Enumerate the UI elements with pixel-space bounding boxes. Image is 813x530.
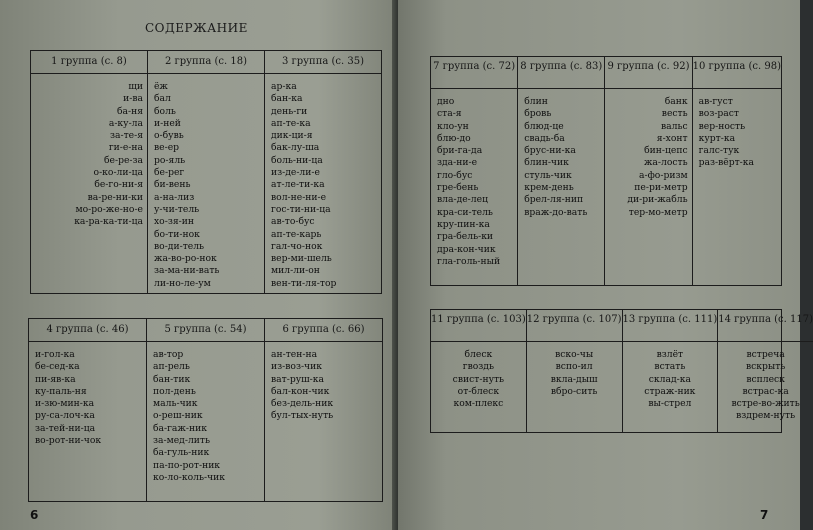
- word-item: воз-раст: [698, 108, 740, 120]
- word-item: ро-яль: [154, 154, 186, 166]
- group-column: [29, 319, 147, 501]
- word-item: пе-ри-метр: [634, 182, 688, 194]
- word-item: ва-ре-ни-ки: [87, 191, 143, 203]
- group-column: [623, 310, 719, 432]
- table-groups-4-6: [28, 318, 383, 502]
- word-item: брус-ни-ка: [524, 145, 576, 157]
- word-item: за-ма-ни-вать: [154, 265, 220, 277]
- word-item: дик-ци-я: [271, 130, 313, 142]
- left-page: [0, 0, 398, 530]
- word-item: гре-бень: [437, 182, 479, 194]
- word-item: без-дель-ник: [271, 398, 334, 410]
- word-item: вальс: [660, 120, 688, 132]
- word-item: пол-день: [153, 385, 196, 397]
- word-item: кра-си-тель: [437, 206, 493, 218]
- word-item: ба-гуль-ник: [153, 447, 210, 459]
- word-item: вер-ность: [698, 120, 746, 132]
- word-list: [518, 89, 604, 219]
- word-item: блин-чик: [524, 157, 569, 169]
- table-groups-7-10: [430, 56, 782, 286]
- word-item: вскрыть: [745, 361, 786, 373]
- word-item: во-рот-ни-чок: [35, 435, 102, 447]
- word-list: [265, 342, 382, 423]
- table-groups-11-14: [430, 309, 813, 433]
- word-list: [693, 89, 781, 170]
- word-item: и-ва: [123, 93, 143, 105]
- word-item: жа-во-ро-нок: [154, 253, 217, 265]
- word-item: враж-до-вать: [524, 206, 588, 218]
- word-item: о-бувь: [154, 130, 184, 142]
- word-item: боль: [154, 105, 176, 117]
- word-item: вско-чы: [555, 349, 594, 360]
- word-item: за-те-я: [109, 130, 143, 142]
- group-header: 5 группа (с. 54): [147, 319, 264, 342]
- word-list: [623, 342, 718, 410]
- word-item: галс-тук: [698, 145, 740, 157]
- word-item: а-на-лиз: [154, 191, 195, 203]
- word-item: ко-ло-коль-чик: [153, 471, 226, 483]
- word-list: [431, 89, 517, 268]
- word-item: кру-пин-ка: [437, 218, 490, 230]
- word-item: весть: [661, 108, 688, 120]
- word-item: встрас-ка: [742, 385, 789, 397]
- word-item: свадь-ба: [524, 132, 565, 144]
- word-item: хо-зя-ин: [154, 216, 194, 228]
- word-item: дра-кон-чик: [437, 243, 496, 255]
- word-list: [29, 342, 146, 447]
- group-header: 14 группа (с. 117): [718, 310, 813, 342]
- word-item: ру-са-лоч-ка: [35, 410, 95, 422]
- word-item: бал-кон-чик: [271, 385, 330, 397]
- group-column: [431, 310, 527, 432]
- group-column: [527, 310, 623, 432]
- word-item: взлёт: [656, 349, 684, 360]
- group-column: [265, 51, 381, 293]
- word-item: во-ди-тель: [154, 240, 205, 252]
- group-header: 6 группа (с. 66): [265, 319, 382, 342]
- word-item: вкла-дыш: [550, 373, 598, 385]
- word-item: брел-ля-нип: [524, 194, 584, 206]
- word-item: стуль-чик: [524, 169, 572, 181]
- word-item: крем-день: [524, 182, 574, 194]
- group-column: [431, 57, 518, 285]
- word-item: ав-тор: [153, 349, 184, 360]
- word-item: боль-ни-ца: [271, 154, 323, 166]
- group-header: 7 группа (с. 72): [431, 57, 517, 89]
- word-item: кло-ун: [437, 120, 469, 132]
- word-item: ста-я: [437, 108, 462, 120]
- word-item: бул-тых-нуть: [271, 410, 334, 422]
- word-item: из-воз-чик: [271, 361, 322, 373]
- word-item: маль-чик: [153, 398, 198, 410]
- word-item: от-блеск: [457, 385, 500, 397]
- word-item: свист-нуть: [452, 373, 505, 385]
- word-item: у-чи-тель: [154, 203, 200, 215]
- group-header: 11 группа (с. 103): [431, 310, 526, 342]
- page-number: 7: [760, 508, 769, 522]
- word-item: бан-ка: [271, 93, 303, 105]
- word-item: дно: [437, 96, 455, 107]
- table-groups-1-3: [30, 50, 382, 294]
- word-item: бе-рег: [154, 167, 185, 179]
- word-item: вер-ми-шель: [271, 253, 332, 265]
- group-column: [31, 51, 148, 293]
- word-item: ба-ня: [116, 105, 143, 117]
- word-item: а-ку-ла: [108, 117, 143, 129]
- word-item: вздрем-нуть: [736, 410, 796, 422]
- word-item: бе-го-ни-я: [94, 179, 143, 191]
- word-item: о-ко-ли-ца: [93, 167, 143, 179]
- word-item: тер-мо-метр: [628, 206, 688, 218]
- word-item: ёж: [154, 81, 168, 92]
- word-item: мо-ро-же-но-е: [75, 203, 143, 215]
- word-item: ди-ри-жабль: [627, 194, 688, 206]
- word-item: блюд-це: [524, 120, 564, 132]
- word-item: день-ги: [271, 105, 308, 117]
- word-item: ав-густ: [698, 96, 733, 107]
- group-header: 3 группа (с. 35): [265, 51, 381, 74]
- group-header: 4 группа (с. 46): [29, 319, 146, 342]
- right-page: [398, 0, 813, 530]
- word-item: гра-бель-ки: [437, 231, 494, 243]
- word-list: [265, 74, 381, 290]
- word-item: всплеск: [746, 373, 785, 385]
- word-item: вы-стрел: [648, 398, 692, 410]
- word-item: ан-тен-на: [271, 349, 318, 360]
- word-item: ба-гаж-ник: [153, 422, 207, 434]
- word-list: [605, 89, 691, 219]
- word-item: и-зю-мин-ка: [35, 398, 95, 410]
- word-item: гла-голь-ный: [437, 255, 501, 267]
- word-item: блеск: [464, 349, 493, 360]
- word-item: ве-ер: [154, 142, 180, 154]
- word-item: ап-те-ка: [271, 117, 311, 129]
- word-item: ги-е-на: [108, 142, 143, 154]
- word-item: за-мед-лить: [153, 435, 210, 447]
- group-column: [518, 57, 605, 285]
- word-item: бо-ти-нок: [154, 228, 200, 240]
- word-item: ка-ра-ка-ти-ца: [74, 216, 143, 228]
- word-item: встре-во-жить: [731, 398, 800, 410]
- word-item: я-хонт: [656, 132, 688, 144]
- word-item: раз-вёрт-ка: [698, 157, 754, 169]
- group-header: 12 группа (с. 107): [527, 310, 622, 342]
- word-item: бак-лу-ша: [271, 142, 320, 154]
- word-item: ат-ле-ти-ка: [271, 179, 325, 191]
- word-item: гло-бус: [437, 169, 473, 181]
- word-item: ар-ка: [271, 81, 297, 92]
- word-item: ап-те-карь: [271, 228, 322, 240]
- page-title: СОДЕРЖАНИЕ: [145, 21, 248, 35]
- word-item: бан-тик: [153, 373, 191, 385]
- word-list: [718, 342, 813, 423]
- word-item: гвоздь: [462, 361, 494, 373]
- group-header: 10 группа (с. 98): [693, 57, 781, 89]
- word-item: курт-ка: [698, 132, 736, 144]
- word-item: вол-не-ни-е: [271, 191, 327, 203]
- group-column: [265, 319, 382, 501]
- word-item: ав-то-бус: [271, 216, 315, 228]
- word-item: блю-до: [437, 132, 471, 144]
- word-item: бал: [154, 93, 171, 105]
- word-item: гал-чо-нок: [271, 240, 323, 252]
- group-header: 2 группа (с. 18): [148, 51, 264, 74]
- word-item: ват-руш-ка: [271, 373, 324, 385]
- word-item: вла-де-лец: [437, 194, 488, 206]
- word-item: би-вень: [154, 179, 191, 191]
- word-item: о-реш-ник: [153, 410, 203, 422]
- word-item: за-тей-ни-ца: [35, 422, 96, 434]
- word-item: банк: [664, 96, 688, 107]
- group-header: 1 группа (с. 8): [31, 51, 147, 74]
- word-list: [527, 342, 622, 398]
- word-list: [431, 342, 526, 410]
- word-item: мил-ли-он: [271, 265, 320, 277]
- word-item: бри-га-да: [437, 145, 483, 157]
- group-column: [148, 51, 265, 293]
- word-list: [31, 74, 147, 229]
- word-item: бровь: [524, 108, 552, 120]
- group-header: 9 группа (с. 92): [605, 57, 691, 89]
- page-number: 6: [30, 508, 39, 522]
- word-item: а-фо-ризм: [639, 169, 688, 181]
- group-column: [147, 319, 265, 501]
- word-item: встреча: [746, 349, 785, 360]
- word-item: блин: [524, 96, 548, 107]
- word-item: бе-ре-за: [104, 154, 143, 166]
- word-item: и-ней: [154, 117, 181, 129]
- group-header: 13 группа (с. 111): [623, 310, 718, 342]
- word-item: зда-ни-е: [437, 157, 478, 169]
- word-item: и-гол-ка: [35, 349, 75, 360]
- word-item: жа-лость: [643, 157, 688, 169]
- word-item: ли-но-ле-ум: [154, 277, 211, 289]
- word-item: ку-паль-ня: [35, 385, 87, 397]
- group-header: 8 группа (с. 83): [518, 57, 604, 89]
- word-item: склад-ка: [648, 373, 691, 385]
- word-item: бин-цепс: [644, 145, 688, 157]
- word-item: встать: [654, 361, 686, 373]
- word-item: вбро-сить: [550, 385, 598, 397]
- word-item: вен-ти-ля-тор: [271, 277, 337, 289]
- group-column: [718, 310, 813, 432]
- word-list: [148, 74, 264, 290]
- word-item: вспо-ил: [555, 361, 593, 373]
- word-item: па-по-рот-ник: [153, 459, 221, 471]
- word-item: ком-плекс: [453, 398, 504, 410]
- word-item: из-де-ли-е: [271, 167, 320, 179]
- word-item: бе-сед-ка: [35, 361, 80, 373]
- group-column: [605, 57, 692, 285]
- group-column: [693, 57, 781, 285]
- word-item: щи: [128, 81, 143, 92]
- word-item: ап-рель: [153, 361, 190, 373]
- word-list: [147, 342, 264, 484]
- word-item: страж-ник: [644, 385, 696, 397]
- word-item: гос-ти-ни-ца: [271, 203, 331, 215]
- word-item: пи-яв-ка: [35, 373, 76, 385]
